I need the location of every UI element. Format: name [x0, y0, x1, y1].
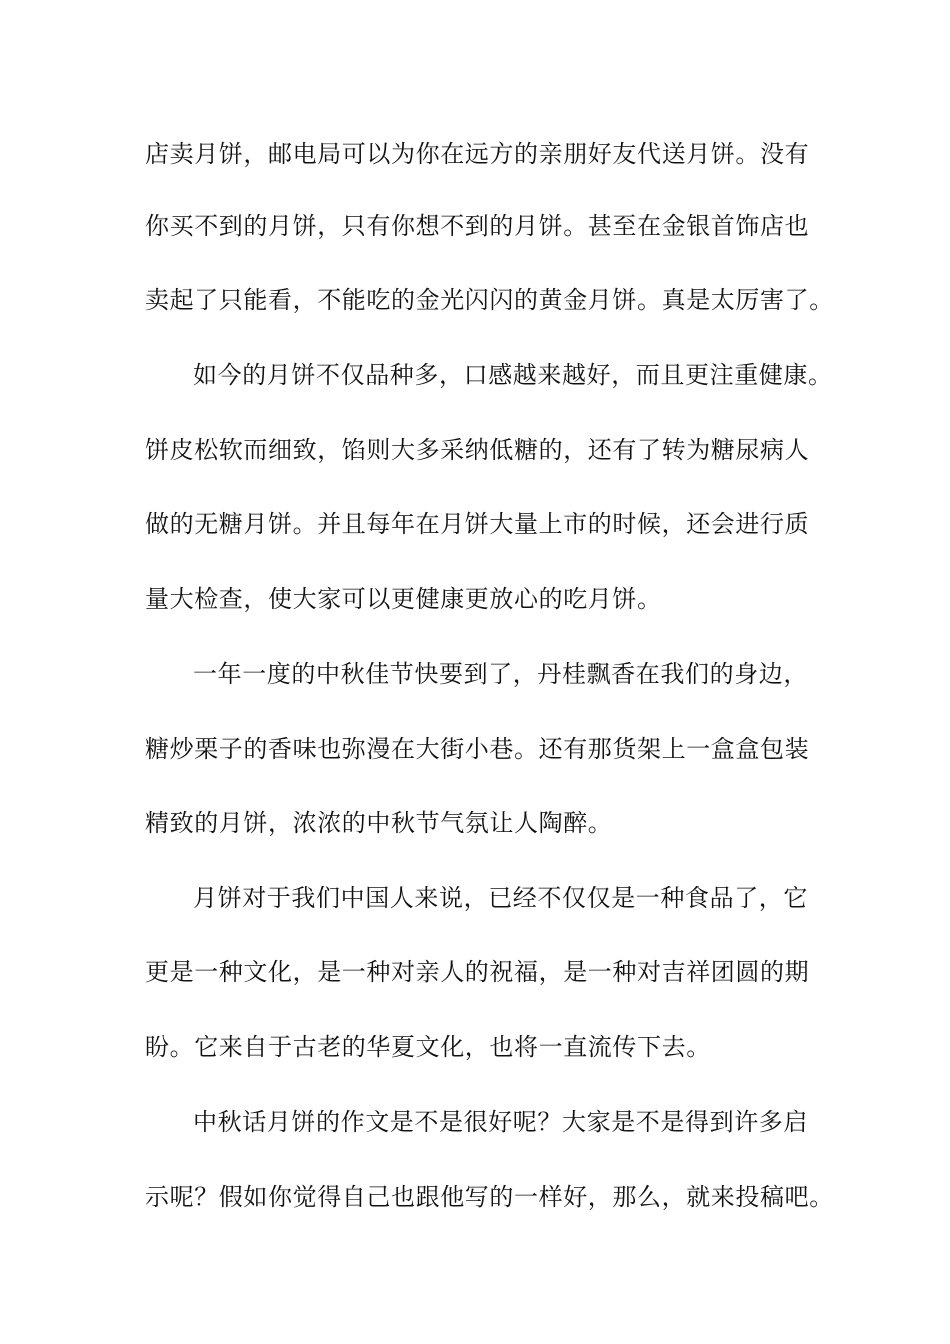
paragraph-first-line: 月饼对于我们中国人来说，已经不仅仅是一种食品了，它 — [193, 884, 808, 912]
text-line: 更是一种文化，是一种对亲人的祝福，是一种对吉祥团圆的期 — [145, 958, 810, 986]
text-line: 精致的月饼，浓浓的中秋节气氛让人陶醉。 — [145, 809, 613, 837]
text-line: 卖起了只能看，不能吃的金光闪闪的黄金月饼。真是太厉害了。 — [145, 286, 834, 314]
text-line: 糖炒栗子的香味也弥漫在大街小巷。还有那货架上一盒盒包装 — [145, 735, 810, 763]
text-line: 盼。它来自于古老的华夏文化，也将一直流传下去。 — [145, 1033, 711, 1061]
paragraph-first-line: 如今的月饼不仅品种多，口感越来越好，而且更注重健康。 — [193, 361, 833, 389]
paragraph-first-line: 中秋话月饼的作文是不是很好呢？大家是不是得到许多启 — [193, 1108, 808, 1136]
text-line: 你买不到的月饼，只有你想不到的月饼。甚至在金银首饰店也 — [145, 212, 810, 240]
text-line: 示呢？假如你觉得自己也跟他写的一样好，那么，就来投稿吧。 — [145, 1183, 834, 1211]
text-line: 饼皮松软而细致，馅则大多采纳低糖的，还有了转为糖尿病人 — [145, 436, 810, 464]
text-line: 做的无糖月饼。并且每年在月饼大量上市的时候，还会进行质 — [145, 510, 810, 538]
paragraph-first-line: 一年一度的中秋佳节快要到了，丹桂飘香在我们的身边， — [193, 660, 808, 688]
text-line: 店卖月饼，邮电局可以为你在远方的亲朋好友代送月饼。没有 — [145, 140, 810, 168]
text-line: 量大检查，使大家可以更健康更放心的吃月饼。 — [145, 585, 662, 613]
